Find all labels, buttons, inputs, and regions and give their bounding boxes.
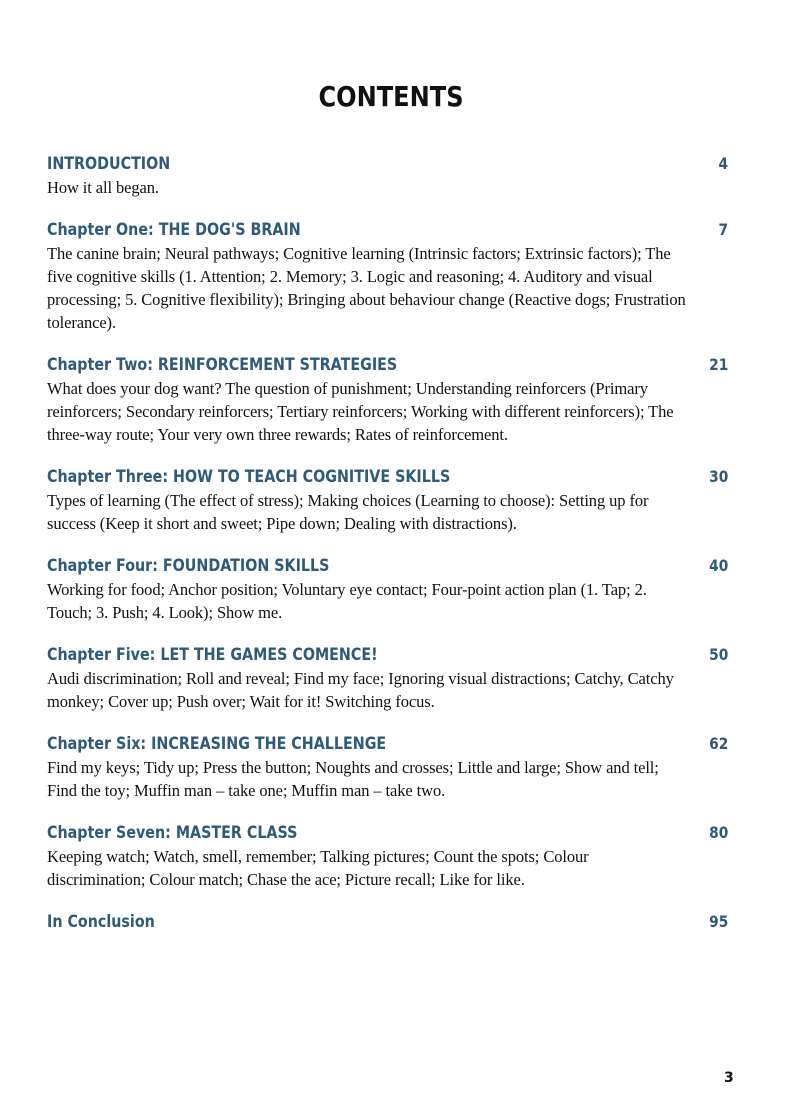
toc-entry-description: What does your dog want? The question of punishment; Understanding reinforcers (Primary reinforcers; Secondary reinforcers; Tertiary reinforcers; Working with different reinforcers); The three-way route; Your very own three rewards; Rates of reinforcement. — [47, 379, 674, 444]
toc-entry-description: Working for food; Anchor position; Voluntary eye contact; Four-point action plan (1. Tap; 2. Touch; 3. Push; 4. Look); Show me. — [47, 580, 647, 622]
toc-entry-title[interactable]: Chapter Seven: MASTER CLASS — [47, 823, 298, 843]
toc-entry-chapter-two — [47, 355, 728, 446]
toc-entry-description: Types of learning (The effect of stress); Making choices (Learning to choose): Setting up for success (Keep it short and sweet; Pipe down; Dealing with distractions). — [47, 491, 649, 533]
toc-entry-title[interactable]: Chapter Six: INCREASING THE CHALLENGE — [47, 734, 387, 754]
toc-entry-title[interactable]: Chapter Four: FOUNDATION SKILLS — [47, 556, 330, 576]
toc-entry-page: 80 — [708, 823, 728, 842]
toc-entry-introduction — [47, 154, 728, 199]
toc-entry-title[interactable]: In Conclusion — [47, 912, 155, 932]
toc-entry-page: 95 — [708, 912, 728, 931]
toc-entry-chapter-three — [47, 467, 728, 535]
toc-entry-title[interactable]: Chapter Five: LET THE GAMES COMENCE! — [47, 645, 378, 665]
toc-entry-page: 50 — [708, 645, 728, 664]
toc-entry-conclusion — [47, 912, 728, 934]
toc-entry-page: 30 — [708, 467, 728, 486]
toc-entry-description: The canine brain; Neural pathways; Cognitive learning (Intrinsic factors; Extrinsic factors); The five cognitive skills (1. Attention; 2. Memory; 3. Logic and reasoning; 4. Auditory and visual processing; 5. Cognitive flexibility); Bringing about behaviour change (Reactive dogs; Frustration tolerance). — [47, 244, 686, 332]
page-title: CONTENTS — [318, 80, 464, 113]
toc-entry-title[interactable]: Chapter Two: REINFORCEMENT STRATEGIES — [47, 355, 398, 375]
toc-entry-chapter-six — [47, 734, 728, 802]
toc-entry-title[interactable]: Chapter Three: HOW TO TEACH COGNITIVE SKILLS — [47, 467, 451, 487]
toc-entry-description: Keeping watch; Watch, smell, remember; Talking pictures; Count the spots; Colour discrimination; Colour match; Chase the ace; Picture recall; Like for like. — [47, 847, 589, 889]
toc-entry-chapter-five — [47, 645, 728, 713]
toc-entry-page: 4 — [718, 154, 728, 173]
toc-entry-description: Find my keys; Tidy up; Press the button; Noughts and crosses; Little and large; Show and tell; Find the toy; Muffin man – take one; Muffin man – take two. — [47, 758, 659, 800]
toc-entry-chapter-one — [47, 220, 728, 334]
table-of-contents — [47, 154, 728, 955]
toc-entry-page: 40 — [708, 556, 728, 575]
toc-entry-chapter-four — [47, 556, 728, 624]
toc-entry-description: How it all began. — [47, 178, 159, 197]
toc-entry-page: 21 — [708, 355, 728, 374]
toc-entry-chapter-seven — [47, 823, 728, 891]
page-number: 3 — [724, 1070, 734, 1086]
toc-entry-page: 62 — [708, 734, 728, 753]
toc-entry-title[interactable]: Chapter One: THE DOG'S BRAIN — [47, 220, 301, 240]
toc-entry-title[interactable]: INTRODUCTION — [47, 154, 171, 174]
toc-entry-description: Audi discrimination; Roll and reveal; Find my face; Ignoring visual distractions; Catchy, Catchy monkey; Cover up; Push over; Wait for it! Switching focus. — [47, 669, 674, 711]
toc-entry-page: 7 — [718, 220, 728, 239]
